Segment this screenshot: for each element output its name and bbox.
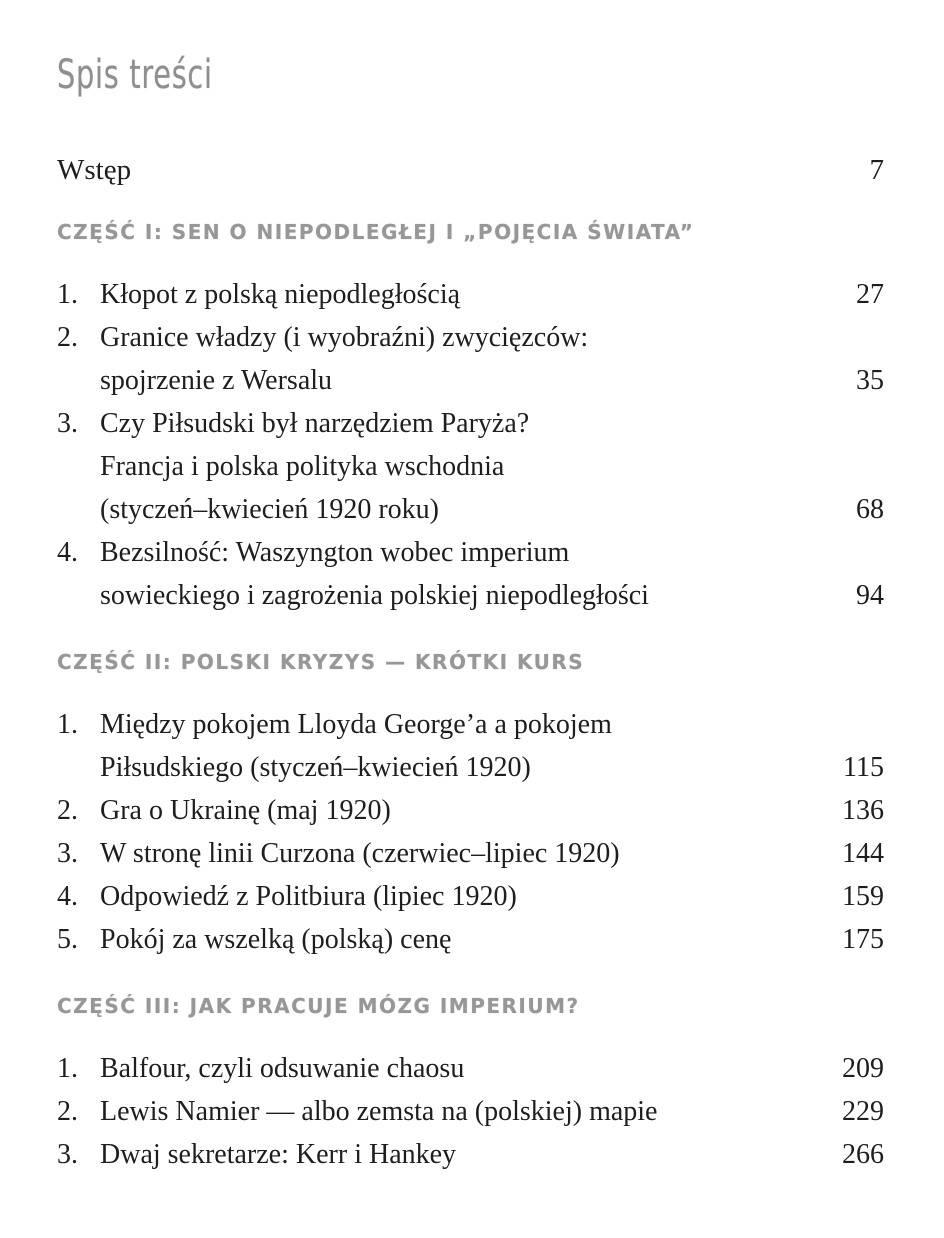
toc-entry: [57, 316, 884, 402]
section-heading: CZĘŚĆ III: JAK PRACUJE MÓZG IMPERIUM?: [57, 994, 580, 1018]
entry-number: 4.: [57, 881, 78, 912]
entry-page-number: 94: [856, 580, 884, 611]
toc-entry: [57, 832, 884, 875]
entry-number: 4.: [57, 537, 78, 568]
entry-title: Bezsilność: Waszyngton wobec imperium sowieckiego i zagrożenia polskiej niepodległości: [100, 537, 649, 611]
section-heading: CZĘŚĆ I: SEN O NIEPODLEGŁEJ I „POJĘCIA ŚWIATA”: [57, 220, 695, 244]
section-entries: [57, 1047, 884, 1176]
toc-entry: [57, 531, 884, 617]
toc-entry: [57, 789, 884, 832]
section-part-1: [57, 219, 884, 617]
toc-entry: [57, 273, 884, 316]
intro-page-number: 7: [869, 154, 884, 186]
entry-number: 3.: [57, 408, 78, 439]
entry-title: Pokój za wszelką (polską) cenę: [100, 924, 452, 955]
toc-entry: [57, 703, 884, 789]
toc-entry: [57, 875, 884, 918]
entry-title: Balfour, czyli odsuwanie chaosu: [100, 1053, 465, 1084]
section-part-3: [57, 993, 884, 1176]
entry-number: 2.: [57, 322, 78, 353]
toc-entry: [57, 918, 884, 961]
entry-title: Dwaj sekretarze: Kerr i Hankey: [100, 1139, 457, 1170]
toc-entry: [57, 1090, 884, 1133]
entry-number: 3.: [57, 838, 78, 869]
toc-entry: [57, 1047, 884, 1090]
entry-page-number: 209: [842, 1053, 884, 1084]
entry-title: Czy Piłsudski był narzędziem Paryża? Francja i polska polityka wschodnia (styczeń–kwiecień 1920 roku): [100, 408, 530, 525]
entry-number: 1.: [57, 1053, 78, 1084]
toc-entry-intro: [57, 153, 884, 187]
entry-number: 1.: [57, 709, 78, 740]
toc-entry: [57, 1133, 884, 1176]
entry-number: 2.: [57, 1096, 78, 1127]
entry-number: 5.: [57, 924, 78, 955]
section-part-2: [57, 649, 884, 961]
entry-number: 1.: [57, 279, 78, 310]
entry-page-number: 115: [843, 752, 884, 783]
entry-page-number: 27: [856, 279, 884, 310]
entry-page-number: 175: [842, 924, 884, 955]
entry-title: Kłopot z polską niepodległością: [100, 279, 461, 310]
entry-page-number: 68: [856, 494, 884, 525]
entry-page-number: 144: [842, 838, 884, 869]
page-title: Spis treści: [57, 52, 213, 98]
entry-title: Granice władzy (i wyobraźni) zwycięzców: spojrzenie z Wersalu: [100, 322, 589, 396]
section-heading: CZĘŚĆ II: POLSKI KRYZYS — KRÓTKI KURS: [57, 650, 585, 674]
entry-title: Odpowiedź z Politbiura (lipiec 1920): [100, 881, 517, 912]
entry-title: Gra o Ukrainę (maj 1920): [100, 795, 391, 826]
entry-title: Lewis Namier — albo zemsta na (polskiej) mapie: [100, 1096, 658, 1127]
entry-page-number: 159: [842, 881, 884, 912]
section-entries: [57, 703, 884, 961]
intro-label: Wstęp: [57, 154, 132, 186]
entry-title: W stronę linii Curzona (czerwiec–lipiec 1920): [100, 838, 620, 869]
entry-number: 2.: [57, 795, 78, 826]
entry-page-number: 136: [842, 795, 884, 826]
entry-title: Między pokojem Lloyda George’a a pokojem Piłsudskiego (styczeń–kwiecień 1920): [100, 709, 612, 783]
toc-entry: [57, 402, 884, 531]
entry-page-number: 229: [842, 1096, 884, 1127]
entry-page-number: 266: [842, 1139, 884, 1170]
entry-number: 3.: [57, 1139, 78, 1170]
entry-page-number: 35: [856, 365, 884, 396]
section-entries: [57, 273, 884, 617]
